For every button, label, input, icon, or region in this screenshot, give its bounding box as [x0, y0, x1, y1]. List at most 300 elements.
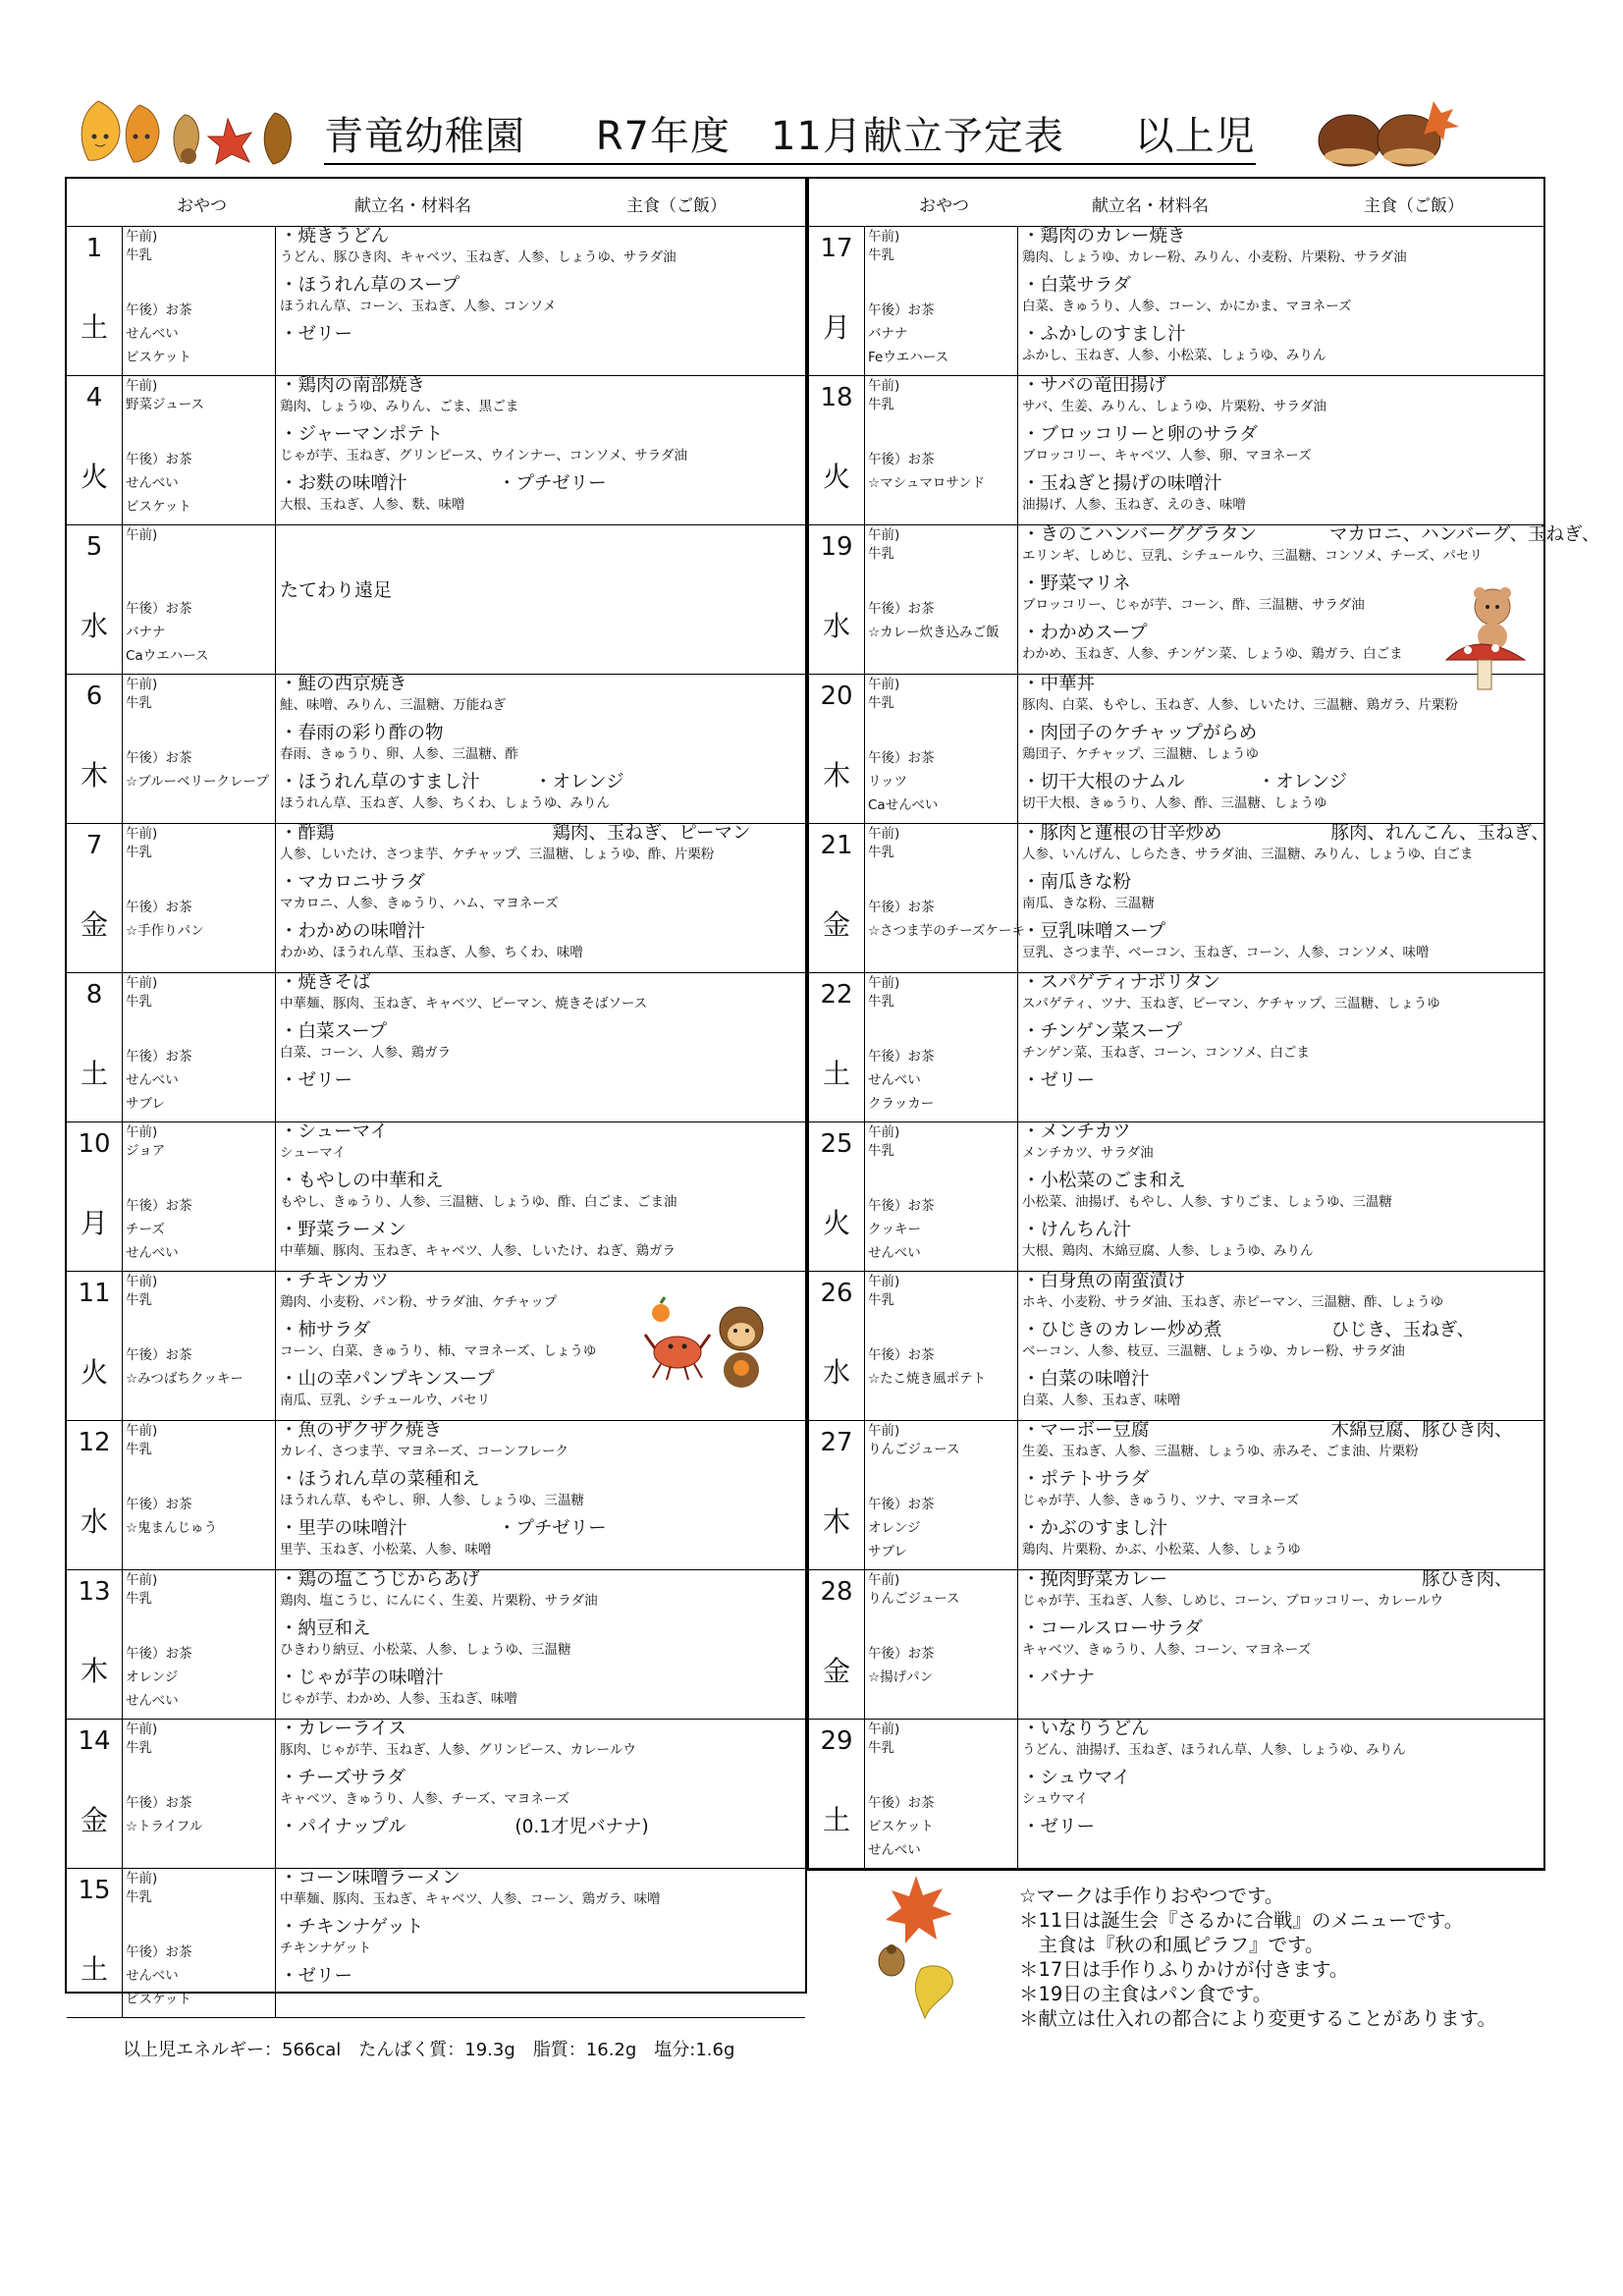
afternoon-snack: ☆みつばちクッキー [126, 1371, 243, 1387]
afternoon-snack: サブレ [126, 1096, 165, 1112]
day-row [67, 1420, 805, 1570]
afternoon-snack: 午後）お茶 [126, 1795, 192, 1811]
weekday: 火 [822, 461, 850, 493]
dish-name: ・ジャーマンポテト [280, 424, 444, 445]
afternoon-snack: ビスケット [868, 1819, 934, 1834]
dish-name: ・わかめの味噌汁 [280, 921, 426, 942]
day-cell [67, 226, 123, 375]
day-row [67, 674, 805, 824]
menu-table-right [807, 177, 1600, 1871]
day-row [67, 524, 805, 675]
afternoon-snack: バナナ [868, 326, 908, 342]
day-number: 27 [820, 1428, 853, 1457]
autumn-leaves-illustration [69, 93, 314, 172]
afternoon-snack: 午後）お茶 [126, 302, 192, 318]
menu-cell [276, 1719, 805, 1868]
day-row [67, 1868, 805, 2018]
afternoon-snack: せんべい [126, 475, 179, 491]
afternoon-snack: 午後）お茶 [126, 1049, 192, 1065]
dish-name: ・コーン味噌ラーメン [280, 1868, 460, 1888]
dish-name: ・きのこハンバーググラタン マカロニ、ハンバーグ、玉ねぎ、 [1022, 524, 1600, 545]
day-row [67, 1569, 805, 1720]
day-row [809, 674, 1543, 824]
weekday: 土 [80, 1953, 108, 1986]
page-title [324, 105, 1256, 165]
afternoon-snack: サブレ [868, 1544, 907, 1559]
afternoon-snack: 午後）お茶 [868, 1646, 935, 1662]
ingredients: チキンナゲット [280, 1941, 372, 1956]
afternoon-snack: クッキー [868, 1222, 921, 1237]
morning-snack: 牛乳 [126, 1442, 152, 1457]
dish-name: ・ひじきのカレー炒め煮 ひじき、玉ねぎ、 [1022, 1320, 1476, 1340]
day-cell [809, 1719, 865, 1868]
dish-name: ・メンチカツ [1022, 1121, 1131, 1142]
weekday: 金 [822, 1655, 850, 1687]
day-number: 20 [820, 682, 853, 711]
ingredients: サバ、生姜、みりん、しょうゆ、片栗粉、サラダ油 [1022, 399, 1326, 414]
dish-name: ・ゼリー [280, 1070, 353, 1091]
dish-name: ・けんちん汁 [1022, 1220, 1132, 1240]
day-number: 14 [78, 1726, 111, 1756]
ingredients: うどん、油揚げ、玉ねぎ、ほうれん草、人参、しょうゆ、みりん [1022, 1742, 1406, 1758]
morning-snack: 午前) [126, 677, 158, 692]
menu-cell [1018, 823, 1549, 972]
dish-name: ・ブロッコリーと卵のサラダ [1022, 424, 1258, 445]
day-cell [809, 972, 865, 1121]
afternoon-snack: 午後）お茶 [868, 302, 935, 318]
dish-name: ・カレーライス [280, 1719, 406, 1739]
afternoon-snack: ビスケット [126, 1992, 191, 2007]
dish-name: ・サバの竜田揚げ [1022, 375, 1166, 396]
weekday: 月 [822, 311, 850, 344]
day-number: 4 [85, 383, 103, 412]
nutrition-info: 以上児エネルギー：566cal たんぱく質：19.3g 脂質：16.2g 塩分:1.6g [123, 2040, 735, 2060]
ingredients: 鮭、味噌、みりん、三温糖、万能ねぎ [280, 697, 507, 713]
ingredients: 鶏肉、塩こうじ、にんにく、生姜、片栗粉、サラダ油 [280, 1593, 598, 1609]
morning-snack: 午前) [126, 378, 158, 394]
dish-name: ・ゼリー [280, 1966, 353, 1987]
morning-snack: 午前) [868, 826, 900, 842]
day-row [67, 1719, 805, 1869]
dish-name: ・ほうれん草の菜種和え [280, 1469, 480, 1490]
afternoon-snack: 午後）お茶 [126, 900, 192, 915]
morning-snack: りんごジュース [868, 1442, 960, 1457]
morning-snack: 牛乳 [126, 247, 152, 263]
fall-leaves-illustration [862, 1871, 975, 2028]
weekday: 土 [822, 1804, 850, 1836]
day-cell [809, 1121, 865, 1271]
afternoon-snack: せんべい [868, 1245, 921, 1261]
afternoon-snack: 午後）お茶 [868, 900, 935, 915]
day-row [809, 226, 1543, 376]
weekday: 木 [80, 759, 108, 792]
ingredients: 豚肉、じゃが芋、玉ねぎ、人参、グリンピース、カレールウ [280, 1742, 636, 1758]
snack-cell [123, 1420, 276, 1569]
snack-cell [123, 375, 276, 524]
dish-name: ・チキンカツ [280, 1271, 389, 1291]
day-row [809, 1569, 1543, 1720]
dish-name: ・里芋の味噌汁 ・プチゼリー [280, 1518, 607, 1539]
dish-name: ・わかめスープ [1022, 623, 1148, 643]
afternoon-snack: せんべい [868, 1842, 921, 1858]
day-row [809, 972, 1543, 1122]
dish-name: ・中華丼 [1022, 674, 1096, 694]
afternoon-snack: せんべい [126, 1072, 179, 1088]
afternoon-snack: ☆マシュマロサンド [868, 475, 986, 491]
afternoon-snack: ☆カレー炊き込みご飯 [868, 625, 1000, 640]
afternoon-snack: ビスケット [126, 499, 191, 515]
morning-snack: 牛乳 [868, 397, 894, 412]
header-staple: 主食（ご飯） [626, 196, 727, 216]
note-line: 主食は『秋の和風ピラフ』です。 [1019, 1934, 1325, 1956]
morning-snack: 午前) [126, 229, 158, 245]
ingredients: わかめ、ほうれん草、玉ねぎ、人参、ちくわ、味噌 [280, 945, 583, 960]
event-label: たてわり遠足 [280, 579, 393, 601]
morning-snack: 牛乳 [868, 546, 894, 562]
menu-cell [1018, 1420, 1543, 1569]
snack-cell [865, 1420, 1018, 1569]
morning-snack: りんごジュース [868, 1591, 960, 1607]
morning-snack: 野菜ジュース [126, 397, 205, 412]
afternoon-snack: 午後）お茶 [126, 1497, 192, 1512]
dish-name: ・納豆和え [280, 1618, 371, 1639]
target-group: 以上児 [1134, 114, 1256, 159]
dish-name: ・チキンナゲット [280, 1917, 424, 1938]
dish-name: ・白身魚の南蛮漬け [1022, 1271, 1186, 1291]
dish-name: ・ゼリー [280, 324, 353, 345]
dish-name: ・白菜スープ [280, 1021, 388, 1042]
morning-snack: 午前) [126, 1572, 158, 1588]
snack-cell [123, 1271, 276, 1420]
afternoon-snack: 午後）お茶 [868, 1347, 935, 1363]
snack-cell [123, 1121, 276, 1271]
note-line: ☆マークは手作りおやつです。 [1019, 1885, 1284, 1907]
ingredients: ほうれん草、玉ねぎ、人参、ちくわ、しょうゆ、みりん [280, 795, 610, 811]
dish-name: ・パイナップル (0.1才児バナナ) [280, 1817, 649, 1837]
dish-name: ・肉団子のケチャップがらめ [1022, 723, 1258, 743]
snack-cell [865, 226, 1018, 375]
day-cell [809, 1420, 865, 1569]
ingredients: じゃが芋、玉ねぎ、人参、しめじ、コーン、ブロッコリー、カレールウ [1022, 1593, 1444, 1609]
morning-snack: 午前) [126, 1124, 158, 1140]
afternoon-snack: せんべい [126, 1968, 179, 1984]
menu-cell [276, 823, 805, 972]
morning-snack: 牛乳 [868, 994, 894, 1010]
ingredients: 小松菜、油揚げ、もやし、人参、すりごま、しょうゆ、三温糖 [1022, 1194, 1392, 1210]
dish-name: ・ふかしのすまし汁 [1022, 324, 1186, 345]
afternoon-snack: ☆鬼まんじゅう [126, 1520, 218, 1536]
dish-name: ・かぶのすまし汁 [1022, 1518, 1168, 1539]
ingredients: 人参、しいたけ、さつま芋、ケチャップ、三温糖、しょうゆ、酢、片栗粉 [280, 847, 715, 862]
afternoon-snack: バナナ [126, 625, 166, 640]
dish-name: ・マーボー豆腐 木綿豆腐、豚ひき肉、 [1022, 1420, 1513, 1441]
day-row [809, 1420, 1543, 1570]
snack-cell [123, 674, 276, 823]
menu-cell [276, 674, 805, 823]
ingredients: 中華麺、豚肉、玉ねぎ、キャベツ、ピーマン、焼きそばソース [280, 996, 648, 1011]
morning-snack: 午前) [126, 1274, 158, 1289]
day-number: 10 [78, 1129, 111, 1159]
afternoon-snack: Caウエハース [126, 648, 209, 664]
afternoon-snack: ☆トライフル [126, 1819, 203, 1834]
header-menu: 献立名・材料名 [1092, 196, 1209, 216]
ingredients: 切干大根、きゅうり、人参、酢、三温糖、しょうゆ [1022, 795, 1327, 811]
day-row [809, 524, 1600, 675]
day-number: 6 [85, 682, 103, 711]
afternoon-snack: 午後）お茶 [868, 1198, 935, 1214]
dish-name: ・酢鶏 鶏肉、玉ねぎ、ピーマン [280, 823, 751, 844]
day-cell [67, 972, 123, 1121]
weekday: 金 [80, 908, 108, 941]
dish-name: ・じゃが芋の味噌汁 [280, 1667, 444, 1688]
weekday: 水 [822, 610, 850, 642]
dish-name: ・チンゲン菜スープ [1022, 1021, 1182, 1042]
day-row [809, 1121, 1543, 1272]
dish-name: ・挽肉野菜カレー 豚ひき肉、 [1022, 1569, 1513, 1590]
weekday: 水 [80, 1505, 108, 1538]
ingredients: シューマイ [280, 1145, 346, 1161]
dish-name: ・コールスローサラダ [1022, 1618, 1203, 1639]
dish-name: ・焼きうどん [280, 226, 390, 246]
ingredients: 里芋、玉ねぎ、小松菜、人参、味噌 [280, 1542, 492, 1558]
menu-cell [276, 1569, 805, 1719]
snack-cell [865, 1121, 1018, 1271]
afternoon-snack: リッツ [868, 774, 907, 790]
morning-snack: 午前) [868, 975, 900, 991]
afternoon-snack: 午後）お茶 [868, 1049, 935, 1065]
snack-cell [865, 823, 1025, 972]
morning-snack: 牛乳 [868, 1292, 894, 1308]
morning-snack: 午前) [126, 826, 158, 842]
snack-cell [123, 524, 276, 674]
notes-section [1019, 1884, 1496, 2031]
day-number: 7 [85, 831, 103, 860]
day-row [67, 972, 805, 1122]
menu-cell [1018, 972, 1543, 1121]
dish-name: ・切干大根のナムル ・オレンジ [1022, 772, 1348, 793]
morning-snack: 牛乳 [126, 845, 152, 860]
day-cell [809, 524, 865, 674]
afternoon-snack: 午後）お茶 [126, 1347, 192, 1363]
day-number: 13 [78, 1577, 111, 1607]
afternoon-snack: せんべい [126, 1693, 179, 1709]
morning-snack: 午前) [868, 1124, 900, 1140]
ingredients: ほうれん草、もやし、卵、人参、しょうゆ、三温糖 [280, 1493, 584, 1508]
weekday: 木 [822, 759, 850, 792]
afternoon-snack: 午後）お茶 [868, 601, 935, 617]
weekday: 金 [822, 908, 850, 941]
menu-cell [1018, 1719, 1543, 1868]
day-number: 29 [820, 1726, 853, 1756]
day-number: 25 [820, 1129, 853, 1159]
dish-name: ・豆乳味噌スープ [1022, 921, 1166, 942]
day-cell [67, 674, 123, 823]
menu-cell [276, 1121, 805, 1271]
snack-cell [865, 524, 1018, 674]
weekday: 火 [80, 461, 108, 493]
day-cell [67, 1121, 123, 1271]
afternoon-snack: ☆ブルーベリークレープ [126, 774, 269, 790]
dish-name: ・南瓜きな粉 [1022, 872, 1132, 893]
day-row [809, 823, 1549, 973]
afternoon-snack: 午後）お茶 [126, 1646, 192, 1662]
ingredients: 鶏団子、ケチャップ、三温糖、しょうゆ [1022, 746, 1259, 762]
day-row [67, 823, 805, 973]
crab-monkey-illustration [643, 1291, 781, 1390]
morning-snack: 午前) [126, 1722, 158, 1737]
day-number: 11 [78, 1279, 111, 1308]
dish-name: ・チーズサラダ [280, 1768, 406, 1788]
afternoon-snack: ☆揚げパン [868, 1669, 934, 1685]
day-cell [67, 1271, 123, 1420]
note-line: ＊献立は仕入れの都合により変更することがあります。 [1019, 2007, 1496, 2030]
morning-snack: 午前) [868, 527, 900, 543]
ingredients: 白菜、コーン、人参、鶏ガラ [280, 1045, 452, 1061]
day-number: 17 [820, 234, 853, 263]
afternoon-snack: 午後）お茶 [868, 452, 935, 467]
morning-snack: 牛乳 [126, 1740, 152, 1756]
morning-snack: 午前) [126, 1423, 158, 1439]
dish-name: ・野菜ラーメン [280, 1220, 406, 1240]
weekday: 木 [822, 1505, 850, 1538]
dish-name: ・鶏の塩こうじからあげ [280, 1569, 480, 1590]
day-number: 18 [820, 383, 853, 412]
day-cell [67, 1868, 123, 2017]
afternoon-snack: オレンジ [126, 1669, 179, 1685]
dish-name: ・お麩の味噌汁 ・プチゼリー [280, 473, 607, 494]
afternoon-snack: ☆手作りパン [126, 923, 204, 939]
weekday: 土 [80, 311, 108, 344]
dish-name: ・白菜の味噌汁 [1022, 1369, 1150, 1390]
afternoon-snack: 午後）お茶 [126, 601, 192, 617]
day-cell [67, 823, 123, 972]
afternoon-snack: ☆さつま芋のチーズケーキ [868, 923, 1025, 939]
afternoon-snack: せんべい [126, 1245, 179, 1261]
ingredients: 大根、玉ねぎ、人参、麩、味噌 [280, 497, 465, 513]
afternoon-snack: チーズ [126, 1222, 165, 1237]
dish-name: ・シューマイ [280, 1121, 389, 1142]
morning-snack: 午前) [126, 975, 158, 991]
dish-name: ・ゼリー [1022, 1817, 1096, 1837]
ingredients: わかめ、玉ねぎ、人参、チンゲン菜、しょうゆ、鶏ガラ、白ごま [1022, 646, 1403, 662]
ingredients: 白菜、人参、玉ねぎ、味噌 [1022, 1393, 1181, 1408]
menu-cell [276, 972, 805, 1121]
menu-cell [276, 524, 805, 674]
day-number: 22 [820, 980, 853, 1010]
ingredients: もやし、きゅうり、人参、三温糖、しょうゆ、酢、白ごま、ごま油 [280, 1194, 677, 1210]
afternoon-snack: 午後）お茶 [868, 750, 935, 766]
ingredients: 生姜、玉ねぎ、人参、三温糖、しょうゆ、赤みそ、ごま油、片栗粉 [1022, 1444, 1419, 1459]
ingredients: ホキ、小麦粉、サラダ油、玉ねぎ、赤ピーマン、三温糖、酢、しょうゆ [1022, 1294, 1444, 1310]
menu-cell [1018, 375, 1543, 524]
afternoon-snack: Caせんべい [868, 797, 939, 813]
dish-name: ・鮭の西京焼き [280, 674, 407, 694]
weekday: 土 [80, 1058, 108, 1090]
ingredients: ふかし、玉ねぎ、人参、小松菜、しょうゆ、みりん [1022, 348, 1326, 363]
dish-name: ・魚のザクザク焼き [280, 1420, 443, 1441]
menu-cell [1018, 1121, 1543, 1271]
menu-table-left [65, 177, 807, 2007]
day-number: 12 [78, 1428, 111, 1457]
snack-cell [123, 972, 276, 1121]
menu-cell [276, 1420, 805, 1569]
weekday: 月 [80, 1207, 108, 1239]
ingredients: 中華麺、豚肉、玉ねぎ、キャベツ、人参、コーン、鶏ガラ、味噌 [280, 1891, 661, 1907]
day-cell [809, 823, 865, 972]
morning-snack: 午前) [868, 1572, 900, 1588]
morning-snack: 午前) [868, 378, 900, 394]
afternoon-snack: せんべい [126, 326, 179, 342]
day-cell [67, 1420, 123, 1569]
ingredients: カレイ、さつま芋、マヨネーズ、コーンフレーク [280, 1444, 569, 1459]
ingredients: 南瓜、豆乳、シチュールウ、パセリ [280, 1393, 491, 1408]
dish-name: ・山の幸パンプキンスープ [280, 1369, 495, 1390]
afternoon-snack: クラッカー [868, 1096, 935, 1112]
afternoon-snack: Feウエハース [868, 350, 949, 365]
afternoon-snack: 午後）お茶 [868, 1795, 935, 1811]
menu-cell [1018, 1569, 1543, 1719]
ingredients: ベーコン、人参、枝豆、三温糖、しょうゆ、カレー粉、サラダ油 [1022, 1343, 1405, 1359]
day-cell [809, 375, 865, 524]
morning-snack: 午前) [868, 1423, 900, 1439]
note-line: ＊17日は手作りふりかけが付きます。 [1019, 1958, 1349, 1981]
menu-cell [1018, 226, 1543, 375]
morning-snack: 午前) [868, 1274, 900, 1289]
ingredients: 鶏肉、片栗粉、かぶ、小松菜、人参、しょうゆ [1022, 1542, 1301, 1558]
afternoon-snack: 午後）お茶 [126, 1198, 192, 1214]
dish-name: ・スパゲティナポリタン [1022, 972, 1221, 993]
day-number: 28 [820, 1577, 853, 1607]
weekday: 金 [80, 1804, 108, 1836]
dish-name: ・ゼリー [1022, 1070, 1096, 1091]
dish-name: ・鶏肉の南部焼き [280, 375, 426, 396]
day-number: 15 [78, 1876, 111, 1905]
header-snack: おやつ [177, 196, 227, 216]
snack-cell [865, 972, 1018, 1121]
dish-name: ・鶏肉のカレー焼き [1022, 226, 1186, 246]
snack-cell [865, 1719, 1018, 1868]
morning-snack: 牛乳 [868, 1740, 894, 1756]
dish-name: ・焼きそば [280, 972, 371, 993]
ingredients: シュウマイ [1022, 1791, 1088, 1807]
morning-snack: 午前) [868, 229, 900, 245]
ingredients: じゃが芋、人参、きゅうり、ツナ、マヨネーズ [1022, 1493, 1299, 1508]
dish-name: ・シュウマイ [1022, 1768, 1131, 1788]
day-row [67, 226, 805, 376]
afternoon-snack: せんべい [868, 1072, 921, 1088]
day-number: 26 [820, 1279, 853, 1308]
snack-cell [865, 674, 1018, 823]
afternoon-snack: 午後）お茶 [126, 750, 192, 766]
day-number: 1 [85, 234, 103, 263]
menu-cell [276, 1868, 805, 2017]
morning-snack: 牛乳 [868, 695, 894, 711]
ingredients: ひきわり納豆、小松菜、人参、しょうゆ、三温糖 [280, 1642, 571, 1658]
snack-cell [123, 823, 276, 972]
menu-title: R7年度 11月献立予定表 [595, 114, 1064, 159]
ingredients: 人参、いんげん、しらたき、サラダ油、三温糖、みりん、しょうゆ、白ごま [1022, 847, 1474, 862]
header-menu: 献立名・材料名 [354, 196, 471, 216]
dish-name: ・ポテトサラダ [1022, 1469, 1150, 1490]
day-cell [67, 375, 123, 524]
weekday: 水 [822, 1356, 850, 1389]
snack-cell [123, 1719, 276, 1868]
dish-name: ・もやしの中華和え [280, 1171, 444, 1191]
day-number: 21 [820, 831, 853, 860]
afternoon-snack: 午後）お茶 [126, 452, 192, 467]
day-cell [67, 524, 123, 674]
table-header [67, 179, 805, 227]
